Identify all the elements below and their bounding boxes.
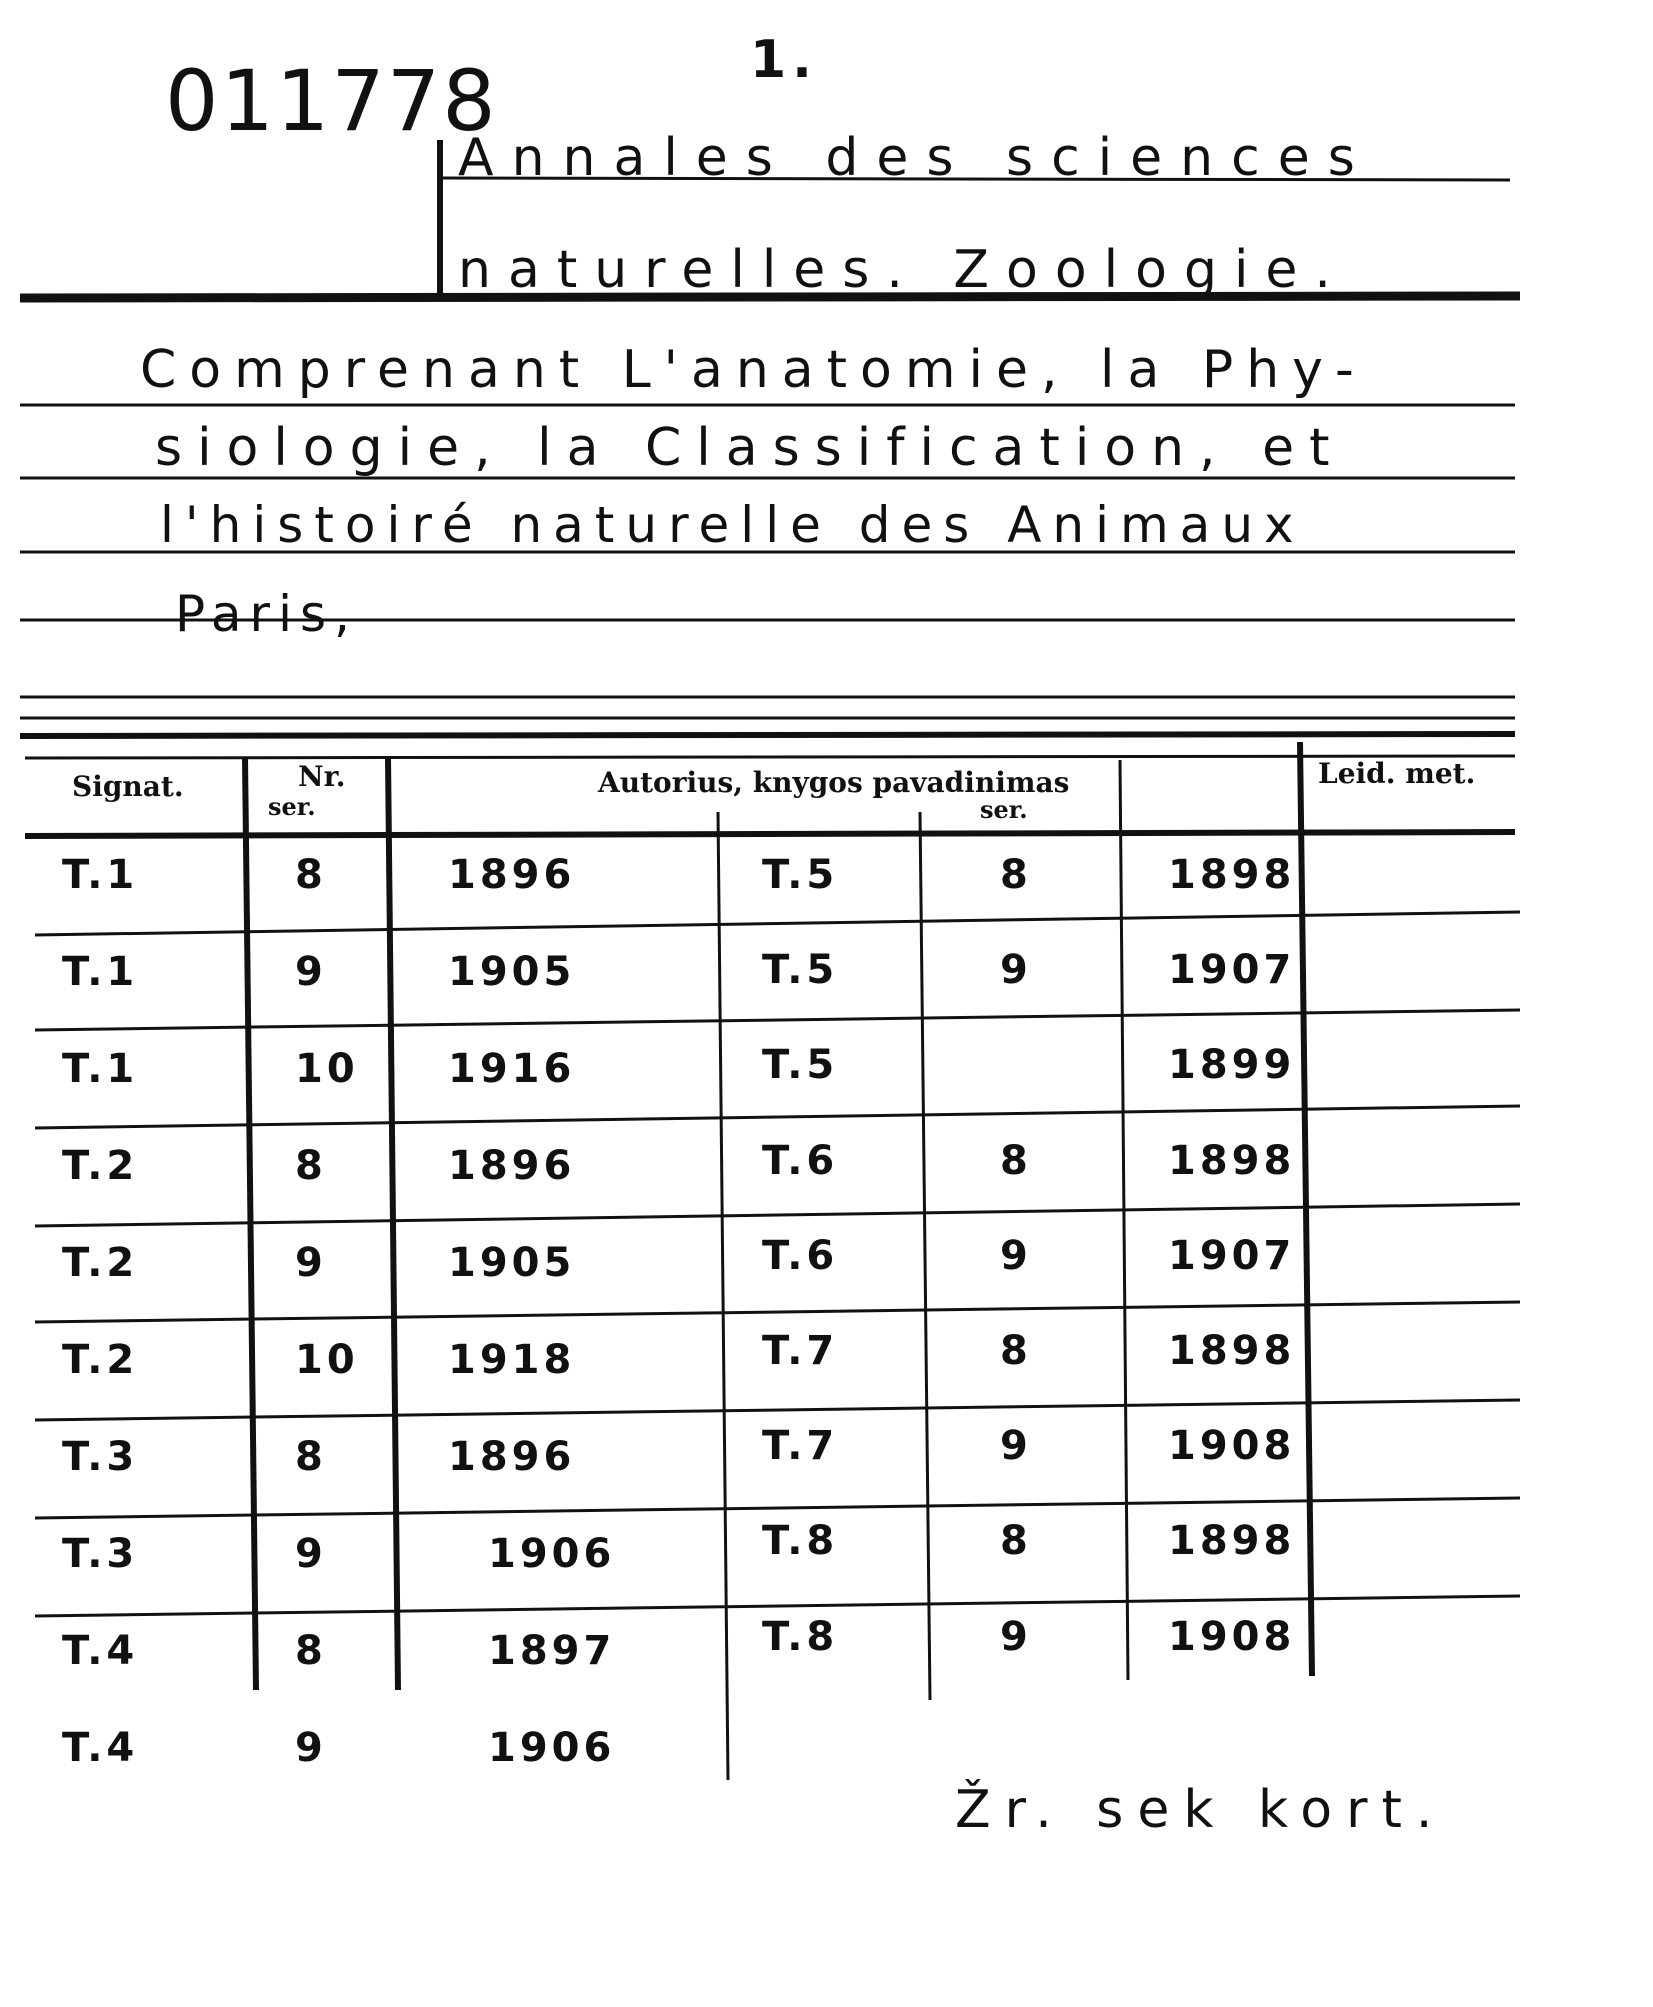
row-signature: T.2 [62,1337,139,1383]
row-series: 9 [295,1531,327,1577]
row-signature: T.1 [62,949,139,995]
row-signature-right: T.5 [762,1042,839,1088]
row-series: 8 [295,852,327,898]
title-line-2: naturelles. Zoologie. [458,240,1348,300]
row-year-right: 1907 [1168,947,1296,993]
row-year: 1897 [488,1628,616,1674]
row-series: 10 [295,1337,359,1383]
footer-note: Žr. sek kort. [955,1780,1447,1840]
row-series: 8 [295,1143,327,1189]
row-year-right: 1898 [1168,1328,1296,1374]
row-signature: T.3 [62,1434,139,1480]
row-series-right: 9 [1000,1233,1032,1279]
row-signature: T.4 [62,1725,139,1771]
title-line-1: Annales des sciences [458,128,1373,188]
header-author-title: Autorius, knygos pavadinimas [598,766,1070,799]
row-signature-right: T.7 [762,1423,839,1469]
row-series: 8 [295,1628,327,1674]
row-series: 9 [295,1725,327,1771]
row-year-right: 1899 [1168,1042,1296,1088]
row-series-right: 8 [1000,852,1032,898]
row-signature-right: T.6 [762,1138,839,1184]
row-series: 9 [295,949,327,995]
row-year-right: 1898 [1168,1138,1296,1184]
row-series-right: 8 [1000,1328,1032,1374]
row-signature: T.1 [62,852,139,898]
row-year-right: 1907 [1168,1233,1296,1279]
row-year-right: 1908 [1168,1614,1296,1660]
row-signature: T.2 [62,1240,139,1286]
row-series-right: 9 [1000,947,1032,993]
row-series: 9 [295,1240,327,1286]
description-line-3: l'histoiré naturelle des Animaux [160,496,1305,554]
row-year: 1918 [448,1337,576,1383]
row-series-right: 9 [1000,1614,1032,1660]
header-series-sub-right: ser. [980,795,1028,824]
header-signature: Signat. [72,770,184,803]
row-signature-right: T.6 [762,1233,839,1279]
row-series-right: 8 [1000,1518,1032,1564]
row-series: 8 [295,1434,327,1480]
row-signature-right: T.7 [762,1328,839,1374]
row-signature-right: T.8 [762,1518,839,1564]
row-signature: T.1 [62,1046,139,1092]
header-series-nr: Nr. [298,760,346,793]
header-year: Leid. met. [1318,757,1476,790]
header-series-sub: ser. [268,792,316,821]
row-series-right: 8 [1000,1138,1032,1184]
row-year: 1916 [448,1046,576,1092]
row-year: 1905 [448,1240,576,1286]
row-year: 1905 [448,949,576,995]
row-signature: T.4 [62,1628,139,1674]
description-line-4: Paris, [175,585,358,643]
row-year: 1896 [448,1143,576,1189]
description-line-2: siologie, la Classification, et [155,418,1345,478]
row-series: 10 [295,1046,359,1092]
row-signature-right: T.5 [762,852,839,898]
row-signature: T.2 [62,1143,139,1189]
row-year-right: 1898 [1168,852,1296,898]
row-year: 1896 [448,852,576,898]
row-year-right: 1908 [1168,1423,1296,1469]
row-year-right: 1898 [1168,1518,1296,1564]
row-signature-right: T.8 [762,1614,839,1660]
row-signature-right: T.5 [762,947,839,993]
description-line-1: Comprenant L'anatomie, la Phy- [140,340,1367,400]
card-number: 011778 [165,52,498,150]
row-series-right: 9 [1000,1423,1032,1469]
row-signature: T.3 [62,1531,139,1577]
row-year: 1906 [488,1725,616,1771]
row-year: 1906 [488,1531,616,1577]
page-mark: 1. [750,30,818,90]
row-year: 1896 [448,1434,576,1480]
